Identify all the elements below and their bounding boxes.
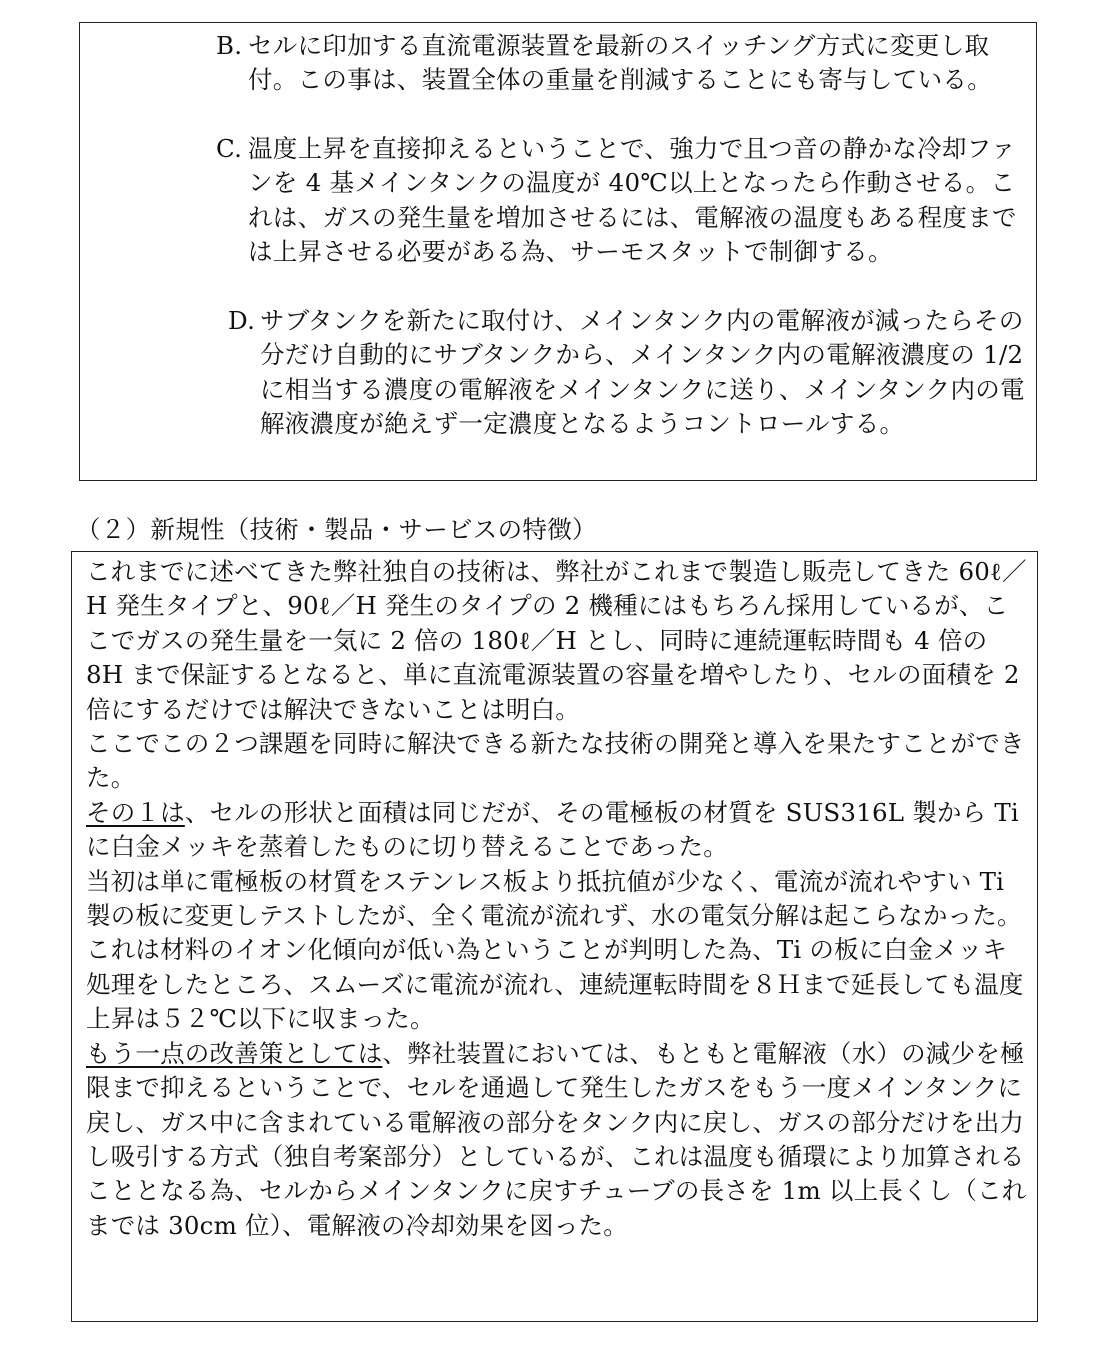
paragraph <box>86 796 1030 865</box>
item-label: C. <box>216 134 243 163</box>
item-text: セルに印加する直流電源装置を最新のスイッチング方式に変更し取付。この事は、装置全体の重量を削減することにも寄与している。 <box>248 31 992 95</box>
novelty-description-box <box>71 551 1038 1322</box>
novelty-body <box>86 555 1030 1243</box>
item-label: B. <box>216 31 243 60</box>
paragraph-text: 、セルの形状と面積は同じだが、その電極板の材質を SUS316L 製から Ti に白金メッキを蒸着したものに切り替えることであった。 <box>86 797 1019 862</box>
section-heading: （２）新規性（技術・製品・サービスの特徴） <box>76 515 597 544</box>
paragraph: 当初は単に電極板の材質をステンレス板より抵抗値が少なく、電流が流れやすい Ti 製の板に変更しテストしたが、全く電流が流れず、水の電気分解は起こらなかった。これは材料のイオン化傾向が低い為ということが判明した為、Ti の板に白金メッキ処理をしたところ、スムーズに電流が流れ、連続運転時間を８Ｈまで延長しても温度上昇は５２℃以下に収まった。 <box>86 866 1024 1034</box>
item-text: 温度上昇を直接抑えるということで、強力で且つ音の静かな冷却ファンを 4 基メインタンクの温度が 40℃以上となったら作動させる。これは、ガスの発生量を増加させるには、電解液の温度もある程度までは上昇させる必要がある為、サーモスタットで制御する。 <box>248 134 1017 267</box>
underlined-phrase: その１は <box>86 797 185 827</box>
paragraph: これまでに述べてきた弊社独自の技術は、弊社がこれまで製造し販売してきた 60ℓ／H 発生タイプと、90ℓ／H 発生のタイプの 2 機種にはもちろん採用しているが、ここでガスの発生量を一気に 2 倍の 180ℓ／H とし、同時に連続運転時間も 4 倍の 8H まで保証するとなると、単に直流電源装置の容量を増やしたり、セルの面積を 2 倍にするだけでは解決できないことは明白。 <box>86 557 1027 724</box>
paragraph: ここでこの２つ課題を同時に解決できる新たな技術の開発と導入を果たすことができた。 <box>86 729 1025 793</box>
item-label: D. <box>228 306 256 335</box>
item-text: サブタンクを新たに取付け、メインタンク内の電解液が減ったらその分だけ自動的にサブタンクから、メインタンク内の電解液濃度の 1/2 に相当する濃度の電解液をメインタンクに送り、メインタンク内の電解液濃度が絶えず一定濃度となるようコントロールする。 <box>260 306 1025 439</box>
list-item-c <box>216 132 1026 270</box>
list-item-b <box>216 29 1026 98</box>
paragraph <box>86 1037 1030 1243</box>
underlined-phrase: もう一点の改善策としては <box>86 1038 383 1068</box>
list-item-d <box>228 304 1026 442</box>
paragraph-text: 、弊社装置においては、もともと電解液（水）の減少を極限まで抑えるということで、セルを通過して発生したガスをもう一度メインタンクに戻し、ガス中に含まれている電解液の部分をタンク内に戻し、ガスの部分だけを出力し吸引する方式（独自考案部分）としているが、これは温度も循環により加算されることとなる為、セルからメインタンクに戻すチューブの長さを 1m 以上長くし（これまでは 30cm 位）、電解液の冷却効果を図った。 <box>86 1038 1027 1240</box>
improvement-items-box <box>79 22 1037 481</box>
